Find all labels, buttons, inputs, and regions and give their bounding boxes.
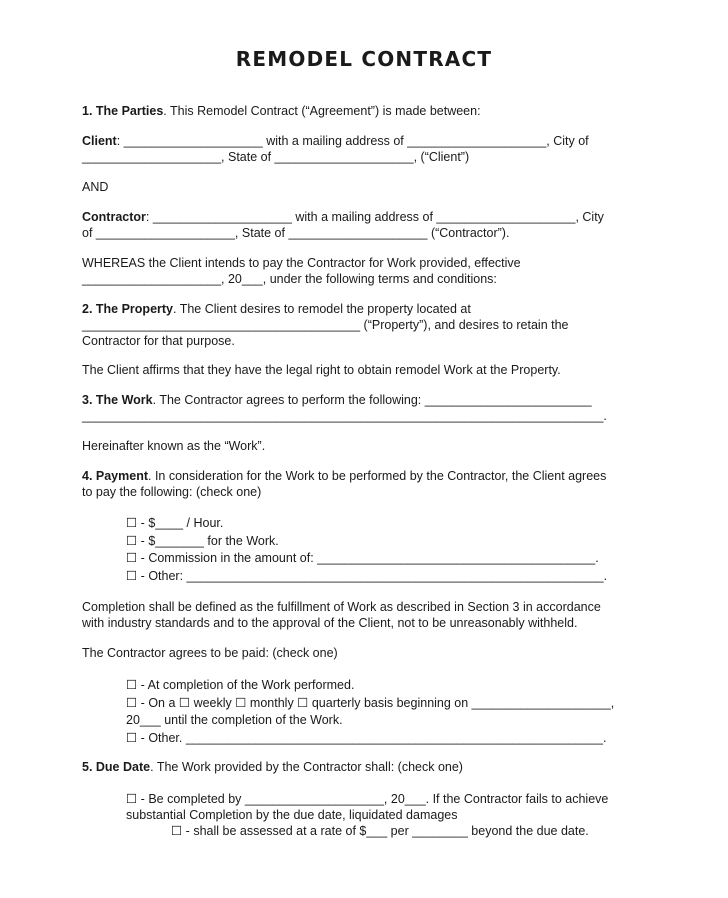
client-line-1: : ____________________ with a mailing address of ____________________, City of: [116, 134, 589, 148]
paid-option-other[interactable]: ☐ - Other. ____________________________________________________________.: [126, 730, 607, 745]
paid-intro: The Contractor agrees to be paid: (check one): [82, 646, 338, 660]
payment-option-flat[interactable]: ☐ - $_______ for the Work.: [126, 533, 279, 548]
whereas-clause: [82, 255, 650, 287]
property-line-2: ________________________________________ (“Property”), and desires to retain the: [82, 318, 569, 332]
whereas-line-1: WHEREAS the Client intends to pay the Contractor for Work provided, effective: [82, 256, 521, 270]
section-heading: 4. Payment: [82, 469, 149, 483]
payment-option-hourly[interactable]: ☐ - $____ / Hour.: [126, 516, 224, 530]
section-due-date: [82, 759, 650, 775]
payment-line-1: . In consideration for the Work to be performed by the Contractor, the Client agrees: [148, 469, 607, 483]
liquidated-damages-option[interactable]: ☐ - shall be assessed at a rate of $___ per ________ beyond the due date.: [171, 824, 589, 838]
payment-option-commission[interactable]: ☐ - Commission in the amount of: ________________________________________.: [126, 551, 599, 565]
client-line-2: ____________________, State of ____________________, (“Client”): [82, 150, 470, 164]
due-date-text: . The Work provided by the Contractor shall: (check one): [150, 760, 463, 774]
work-line-2: ___________________________________________________________________________.: [82, 409, 607, 423]
property-line-1: . The Client desires to remodel the property located at: [173, 302, 471, 316]
completion-line-2: with industry standards and to the approval of the Client, not to be unreasonably withheld.: [82, 616, 578, 630]
work-known-as: Hereinafter known as the “Work”.: [82, 439, 266, 453]
section-heading: 2. The Property: [82, 302, 173, 316]
section-text: . This Remodel Contract (“Agreement”) is made between:: [163, 104, 481, 118]
paid-option-completion[interactable]: ☐ - At completion of the Work performed.: [126, 678, 355, 692]
section-heading: 1. The Parties: [82, 104, 164, 118]
section-parties: [82, 103, 650, 119]
due-date-line-1: ☐ - Be completed by ____________________, 20___. If the Contractor fails to achieve: [126, 792, 609, 806]
property-line-3: Contractor for that purpose.: [82, 334, 235, 348]
due-date-line-2: substantial Completion by the due date, liquidated damages: [126, 808, 458, 822]
work-line-1: . The Contractor agrees to perform the following: ________________________: [152, 393, 592, 407]
payment-options: [126, 515, 607, 585]
contractor-line-1: : ____________________ with a mailing address of ____________________, City: [145, 210, 604, 224]
payment-line-2: to pay the following: (check one): [82, 485, 262, 499]
due-date-option[interactable]: [126, 791, 608, 823]
paid-option-periodic[interactable]: ☐ - On a ☐ weekly ☐ monthly ☐ quarterly basis beginning on ____________________,: [126, 695, 615, 710]
section-heading: 5. Due Date: [82, 760, 151, 774]
paid-option-periodic-cont: 20___ until the completion of the Work.: [126, 713, 343, 727]
completion-definition: [82, 599, 650, 631]
client-clause: [82, 133, 650, 165]
affirm-clause: The Client affirms that they have the legal right to obtain remodel Work at the Property.: [82, 363, 561, 377]
contractor-label: Contractor: [82, 210, 146, 224]
payment-option-other[interactable]: ☐ - Other: ____________________________________________________________.: [126, 568, 608, 583]
and-separator: AND: [82, 180, 109, 194]
section-work: [82, 392, 650, 424]
section-heading: 3. The Work: [82, 393, 153, 407]
document-title: REMODEL CONTRACT: [235, 47, 493, 71]
completion-line-1: Completion shall be defined as the fulfillment of Work as described in Section 3 in accordance: [82, 600, 601, 614]
whereas-line-2: ____________________, 20___, under the following terms and conditions:: [82, 272, 497, 286]
paid-options: [126, 677, 614, 747]
contractor-clause: [82, 209, 650, 241]
section-property: [82, 301, 650, 349]
contractor-line-2: of ____________________, State of ____________________ (“Contractor”).: [82, 226, 510, 240]
section-payment: [82, 468, 650, 500]
client-label: Client: [82, 134, 117, 148]
